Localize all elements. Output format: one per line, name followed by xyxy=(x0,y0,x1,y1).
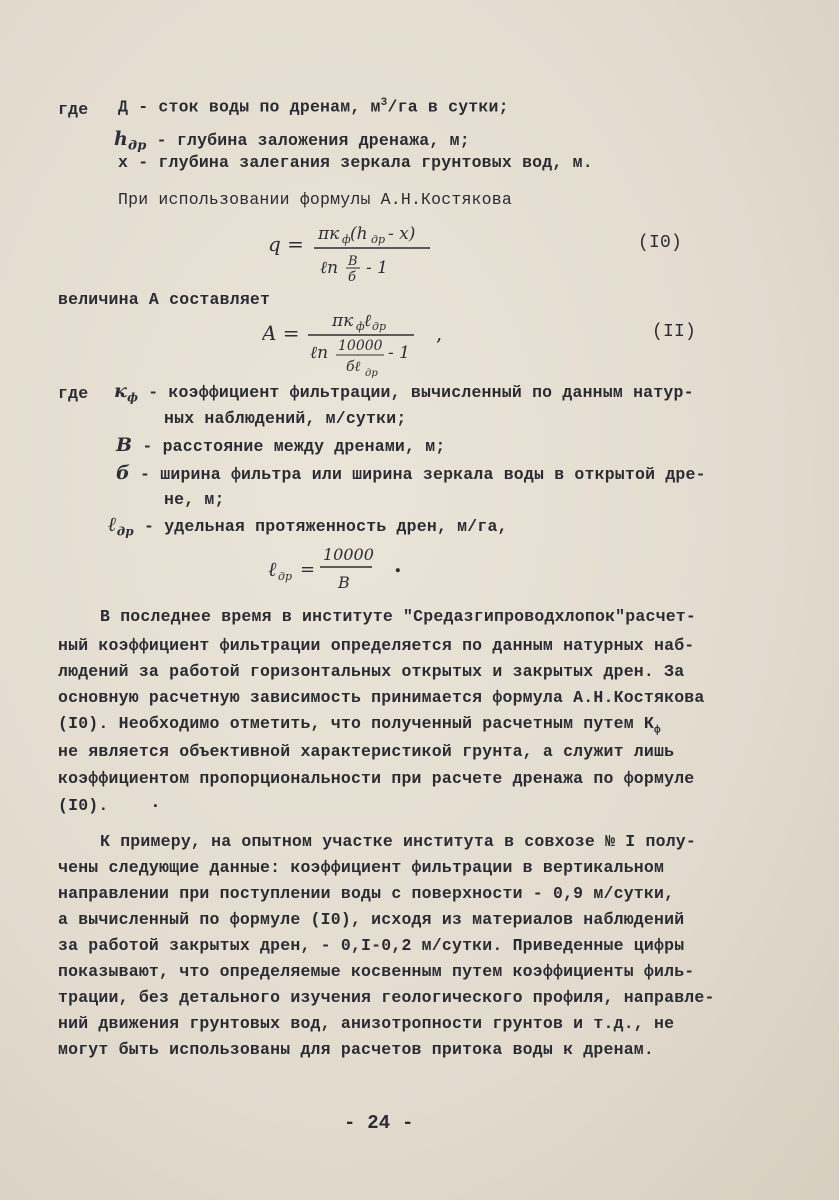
paragraph-line xyxy=(58,714,661,736)
def-symbol: B xyxy=(116,434,133,456)
formula-num: 10000 xyxy=(323,545,374,564)
def-k-f-cont: ных наблюдений, м/сутки; xyxy=(164,409,407,428)
def-D xyxy=(118,97,509,117)
paragraph-line: К примеру, на опытном участке института в совхозе № I полу- xyxy=(100,832,696,851)
def-text: - расстояние между дренами, м; xyxy=(142,437,446,456)
paragraph-line: основную расчетную зависимость принимается формула А.Н.Костякова xyxy=(58,688,705,707)
formula-10 xyxy=(268,215,468,285)
formula-11 xyxy=(262,304,462,384)
formula-lhs: A = xyxy=(262,321,300,345)
paragraph-line: людений за работой горизонтальных открытых и закрытых дрен. За xyxy=(58,662,685,681)
formula-den: B xyxy=(338,573,350,592)
formula-num-pi-k: πк xyxy=(332,311,354,331)
def-symbol: б xyxy=(116,462,130,484)
formula-den-frac-den: бℓ xyxy=(346,359,361,375)
paragraph-line: В последнее время в институте "Средазгипроводхлопок"расчет- xyxy=(100,607,696,626)
def-symbol-sub: др xyxy=(116,524,134,539)
where-label-1: где xyxy=(58,100,89,119)
def-x xyxy=(118,153,593,172)
formula-dot: . xyxy=(394,552,402,578)
paragraph-line: коэффициентом пропорциональности при расчете дренажа по формуле xyxy=(58,769,695,788)
def-text: - сток воды по дренам, м xyxy=(138,97,381,117)
formula-10-label: (I0) xyxy=(638,233,683,253)
def-text: - удельная протяженность дрен, м/га, xyxy=(144,517,508,536)
def-symbol: ℓ xyxy=(108,512,117,536)
def-text: - коэффициент фильтрации, вычисленный по данным натур- xyxy=(148,383,694,402)
paragraph-line: ний движения грунтовых вод, анизотропности грунтов и т.д., не xyxy=(58,1014,675,1033)
formula-num-l: ℓ xyxy=(364,311,372,331)
paragraph-line: (I0). xyxy=(58,796,109,815)
stray-mark: · xyxy=(150,797,161,817)
formula-num-pi-k: πк xyxy=(318,224,340,244)
paragraph-line: чены следующие данные: коэффициент фильтрации в вертикальном xyxy=(58,858,665,877)
formula-num-h: (h xyxy=(350,224,368,244)
paragraph-line: могут быть использованы для расчетов притока воды к дренам. xyxy=(58,1040,654,1059)
formula-comma: , xyxy=(436,321,443,345)
formula-den-ln: ℓn xyxy=(320,258,339,278)
where-label-2: где xyxy=(58,384,89,403)
def-b-cont: не, м; xyxy=(164,490,225,509)
def-text: - глубина заложения дренажа, м; xyxy=(156,131,470,150)
paragraph-line: показывают, что определяемые косвенным путем коэффициенты филь- xyxy=(58,962,695,981)
paragraph-line: ный коэффициент фильтрации определяется по данным натурных наб- xyxy=(58,636,695,655)
def-sup: 3 xyxy=(380,97,388,109)
formula-10-svg xyxy=(268,215,468,285)
def-symbol: к xyxy=(114,380,128,402)
formula-lhs: ℓ xyxy=(268,557,277,581)
paragraph-line: за работой закрытых дрен, - 0,I-0,2 м/сутки. Приведенные цифры xyxy=(58,936,685,955)
def-text: - глубина залегания зеркала грунтовых вод, м. xyxy=(138,153,593,172)
paragraph-line: не является объективной характеристикой грунта, а служит лишь xyxy=(58,742,675,761)
def-text-cont: /га в сутки; xyxy=(387,97,509,117)
value-A-intro: величина А составляет xyxy=(58,290,271,309)
formula-lhs: q = xyxy=(268,232,304,256)
def-symbol: x xyxy=(118,153,129,172)
formula-eq: = xyxy=(300,559,316,580)
def-symbol-sub: др xyxy=(128,138,147,154)
paragraph-line: а вычисленный по формуле (I0), исходя из материалов наблюдений xyxy=(58,910,685,929)
paragraph-line: трации, без детального изучения геологического профиля, направле- xyxy=(58,988,715,1007)
formula-den-frac-num: 10000 xyxy=(338,338,383,354)
paragraph-line-text: (I0). Необходимо отметить, что полученный расчетным путем К xyxy=(58,714,654,733)
formula-num-sub: ф xyxy=(342,233,351,246)
formula-num-sub2: др xyxy=(371,233,386,246)
formula-den-b: б xyxy=(348,270,356,285)
def-l-dr xyxy=(108,512,508,538)
formula-den-ln: ℓn xyxy=(310,343,329,363)
def-symbol: Д xyxy=(118,97,129,117)
formula-11-label: (II) xyxy=(652,322,697,342)
def-text: - ширина фильтра или ширина зеркала воды в открытой дре- xyxy=(140,465,706,484)
formula-l-dr-svg xyxy=(268,540,418,600)
formula-l-dr xyxy=(268,540,418,600)
def-k-f xyxy=(114,380,694,404)
kf-sub: ф xyxy=(654,724,661,737)
def-h-dr xyxy=(114,128,470,153)
def-B xyxy=(116,434,445,456)
formula-num-tail: - x) xyxy=(388,224,416,244)
page-number: - 24 - xyxy=(344,1112,414,1134)
paragraph-line: направлении при поступлении воды с поверхности - 0,9 м/сутки, xyxy=(58,884,675,903)
formula-den-tail: - 1 xyxy=(388,343,410,363)
formula-den-B: B xyxy=(348,254,358,269)
def-symbol: h xyxy=(114,128,129,150)
kostyakov-intro: При использовании формулы А.Н.Костякова xyxy=(118,190,512,209)
formula-den-frac-den-sub: др xyxy=(365,368,378,379)
formula-num-sub2: др xyxy=(372,320,387,333)
formula-num-sub: ф xyxy=(356,320,365,333)
def-b xyxy=(116,462,706,484)
formula-den-tail: - 1 xyxy=(366,258,388,278)
formula-11-svg xyxy=(262,304,462,384)
formula-lhs-sub: др xyxy=(278,570,293,583)
def-symbol-sub: ф xyxy=(127,390,139,405)
